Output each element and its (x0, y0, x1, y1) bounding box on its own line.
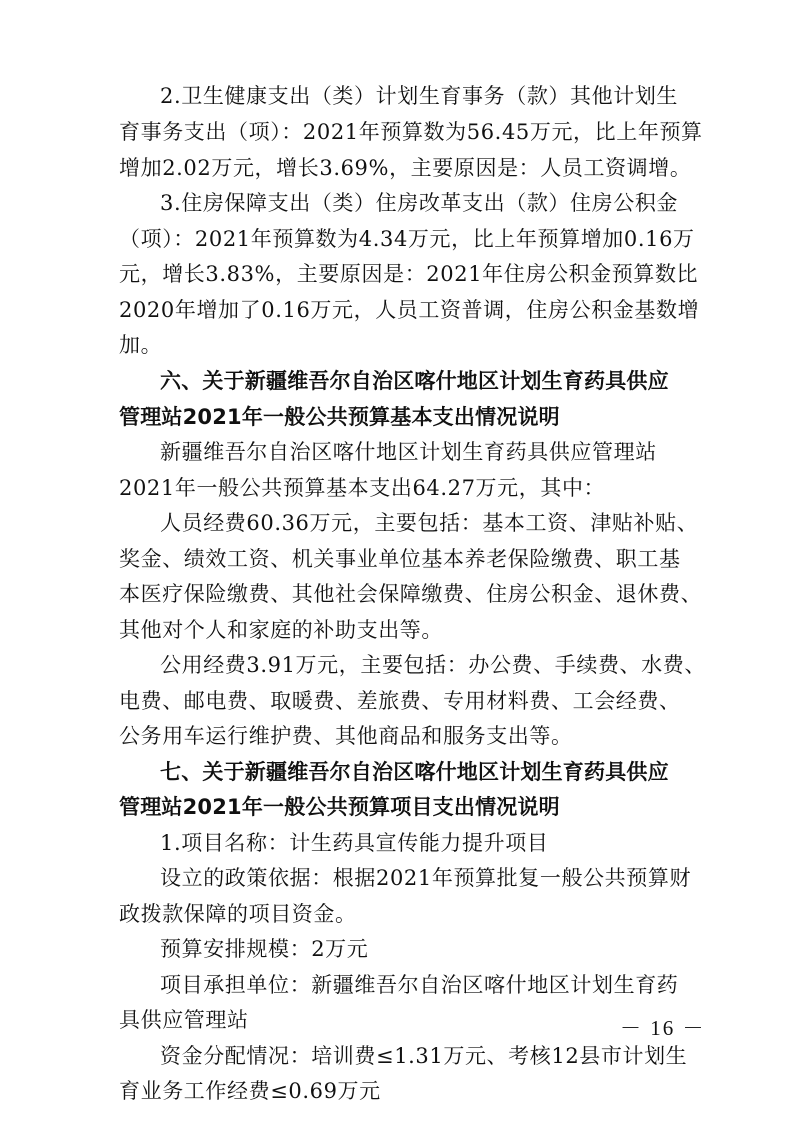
paragraph-line: 人员经费60.36万元，主要包括：基本工资、津贴补贴、 (160, 511, 699, 535)
paragraph-line: 预算安排规模：2万元 (160, 937, 369, 961)
paragraph-line: 育事务支出（项）：2021年预算数为56.45万元，比上年预算 (119, 120, 703, 144)
paragraph-line: 加。 (119, 333, 163, 357)
paragraph-line: 新疆维吾尔自治区喀什地区计划生育药具供应管理站 (160, 440, 657, 464)
paragraph-line: 其他对个人和家庭的补助支出等。 (119, 618, 443, 642)
page-number: － 16 － (620, 1016, 706, 1040)
paragraph-line: 2020年增加了0.16万元，人员工资普调，住房公积金基数增 (119, 298, 700, 322)
paragraph-line: 本医疗保险缴费、其他社会保障缴费、住房公积金、退休费、 (119, 582, 703, 606)
paragraph-line: 资金分配情况：培训费≤1.31万元、考核12县市计划生 (160, 1044, 688, 1068)
paragraph-line: 2021年一般公共预算基本支出64.27万元，其中： (119, 476, 606, 500)
section-heading: 管理站2021年一般公共预算基本支出情况说明 (119, 405, 560, 429)
paragraph-line: 3.住房保障支出（类）住房改革支出（款）住房公积金 (160, 191, 679, 215)
paragraph-line: 2.卫生健康支出（类）计划生育事务（款）其他计划生 (160, 84, 679, 108)
paragraph-line: 育业务工作经费≤0.69万元 (119, 1079, 381, 1103)
paragraph-line: 公用经费3.91万元，主要包括：办公费、手续费、水费、 (160, 653, 706, 677)
paragraph-line: 具供应管理站 (119, 1008, 249, 1032)
paragraph-line: 增加2.02万元，增长3.69%，主要原因是：人员工资调增。 (119, 156, 692, 180)
section-heading: 管理站2021年一般公共预算项目支出情况说明 (119, 795, 560, 819)
paragraph-line: 公务用车运行维护费、其他商品和服务支出等。 (119, 724, 573, 748)
section-heading: 七、关于新疆维吾尔自治区喀什地区计划生育药具供应 (160, 760, 669, 784)
section-heading: 六、关于新疆维吾尔自治区喀什地区计划生育药具供应 (160, 369, 669, 393)
paragraph-line: 奖金、绩效工资、机关事业单位基本养老保险缴费、职工基 (119, 547, 681, 571)
paragraph-line: 电费、邮电费、取暖费、差旅费、专用材料费、工会经费、 (119, 689, 681, 713)
paragraph-line: 项目承担单位：新疆维吾尔自治区喀什地区计划生育药 (160, 973, 679, 997)
paragraph-line: 1.项目名称：计生药具宣传能力提升项目 (160, 831, 549, 855)
paragraph-line: 设立的政策依据：根据2021年预算批复一般公共预算财 (160, 866, 692, 890)
paragraph-line: （项）：2021年预算数为4.34万元，比上年预算增加0.16万 (119, 227, 695, 251)
paragraph-line: 政拨款保障的项目资金。 (119, 902, 357, 926)
paragraph-line: 元，增长3.83%，主要原因是：2021年住房公积金预算数比 (119, 262, 699, 286)
